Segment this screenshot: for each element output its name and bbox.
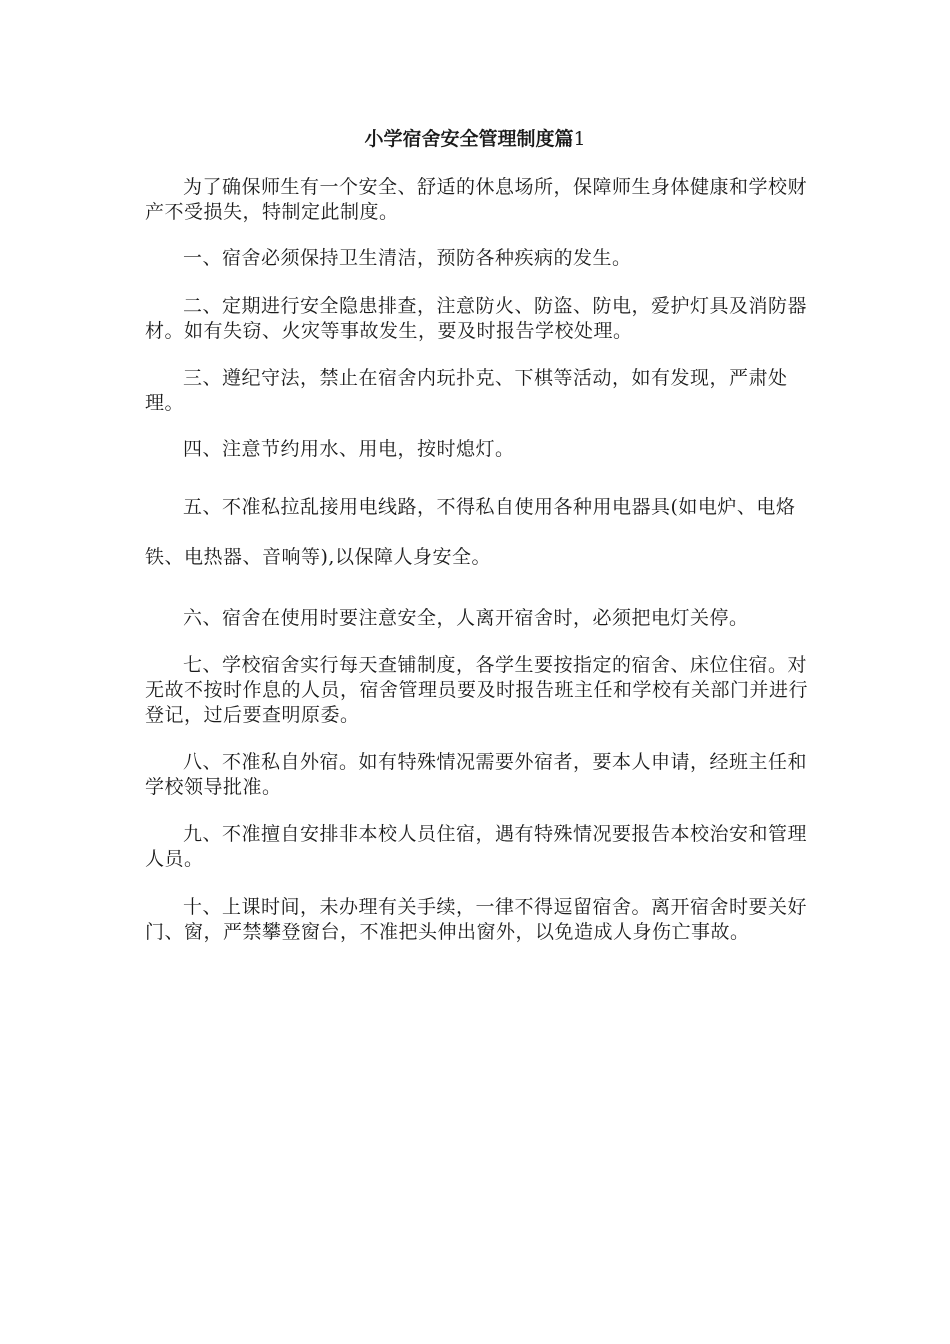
intro-paragraph: 为了确保师生有一个安全、舒适的休息场所，保障师生身体健康和学校财产不受损失，特制定此制度。 <box>145 176 808 223</box>
rule-paragraph-7: 七、学校宿舍实行每天查铺制度，各学生要按指定的宿舍、床位住宿。对无故不按时作息的人员，宿舍管理员要及时报告班主任和学校有关部门并进行登记，过后要查明原委。 <box>145 654 809 726</box>
rule-paragraph-5: 五、不准私拉乱接用电线路，不得私自使用各种用电器具(如电炉、电烙铁、电热器、音响等),以保障人身安全。 <box>145 496 796 568</box>
document-title <box>0 125 950 153</box>
rule-paragraph-1: 一、宿舍必须保持卫生清洁，预防各种疾病的发生。 <box>183 247 632 269</box>
rule-paragraph-8: 八、不准私自外宿。如有特殊情况需要外宿者，要本人申请，经班主任和学校领导批准。 <box>145 751 808 798</box>
rule-paragraph-3: 三、遵纪守法，禁止在宿舍内玩扑克、下棋等活动，如有发现，严肃处理。 <box>145 367 788 414</box>
rule-paragraph-9: 九、不准擅自安排非本校人员住宿，遇有特殊情况要报告本校治安和管理人员。 <box>145 823 808 870</box>
rule-paragraph-4: 四、注意节约用水、用电，按时熄灯。 <box>183 438 515 460</box>
rule-paragraph-6: 六、宿舍在使用时要注意安全，人离开宿舍时，必须把电灯关停。 <box>183 607 749 629</box>
rule-paragraph-2: 二、定期进行安全隐患排查，注意防火、防盗、防电，爱护灯具及消防器材。如有失窃、火灾等事故发生，要及时报告学校处理。 <box>145 295 808 342</box>
title-number: 1 <box>573 128 586 150</box>
title-text: 小学宿舍安全管理制度篇 <box>364 128 574 150</box>
rule-paragraph-10: 十、上课时间，未办理有关手续，一律不得逗留宿舍。离开宿舍时要关好门、窗，严禁攀登窗台，不准把头伸出窗外，以免造成人身伤亡事故。 <box>145 896 808 943</box>
